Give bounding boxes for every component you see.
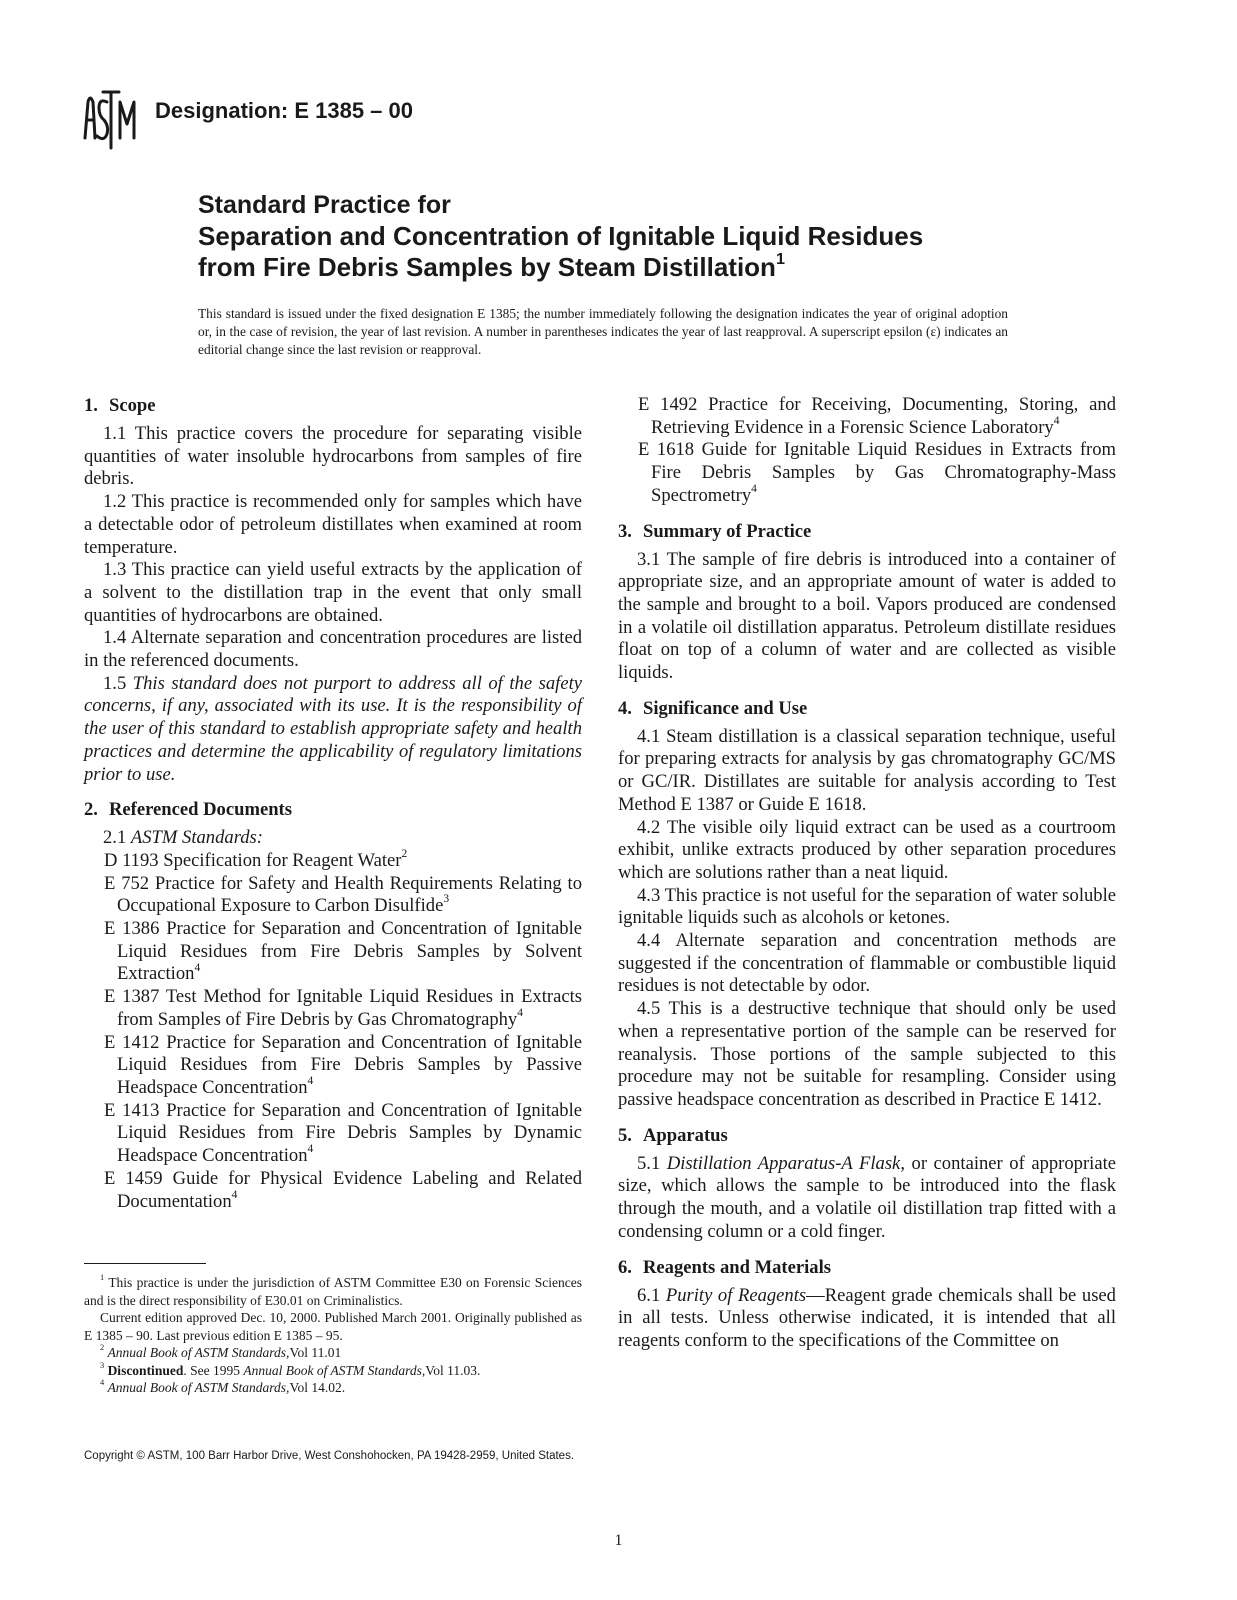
copyright-notice: Copyright © ASTM, 100 Barr Harbor Drive, West Conshohocken, PA 19428-2959, United States. xyxy=(84,1450,575,1462)
reference-item: E 1413 Practice for Separation and Concentration of Ignitable Liquid Residues from Fire Debris Samples by Dynamic Headspace Concentration$^4$ xyxy=(104,1099,582,1167)
section-heading-apparatus: 5. Apparatus xyxy=(618,1124,728,1146)
section-heading-scope: 1. Scope xyxy=(84,395,156,416)
paragraph-1-2: 1.2 This practice is recommended only for samples which have a detectable odor of petroleum distillates when examined at room temperature. xyxy=(84,491,582,558)
paragraph-4-5: 4.5 This is a destructive technique that should only be used when a representative portion of the sample can be reserved for reanalysis. Those portions of the sample subjected to this procedure may not be suitable for resampling. Consider using passive headspace concentration as described in Practice E 1412. xyxy=(618,998,1116,1110)
title-footnote-mark: 1 xyxy=(775,249,785,268)
page-number: 1 xyxy=(614,1532,623,1549)
paragraph-4-2: 4.2 The visible oily liquid extract can be used as a courtroom exhibit, unlike extracts produced by other separation procedures which are solutions rather than a neat liquid. xyxy=(618,816,1116,883)
paragraph-1-3: 1.3 This practice can yield useful extracts by the application of a solvent to the distillation trap in the event that only small quantities of hydrocarbons are obtained. xyxy=(84,559,582,626)
reference-item: E 1386 Practice for Separation and Concentration of Ignitable Liquid Residues from Fire Debris Samples by Solvent Extraction$^4$ xyxy=(104,918,582,985)
reference-item: D 1193 Specification for Reagent Water$^2$ xyxy=(104,848,408,871)
reference-item: E 1387 Test Method for Ignitable Liquid Residues in Extracts from Samples of Fire Debris by Gas Chromatography$^4$ xyxy=(104,986,582,1030)
left-column xyxy=(84,394,582,1213)
reference-item: E 752 Practice for Safety and Health Requirements Relating to Occupational Exposure to Carbon Disulfide$^3$ xyxy=(104,872,582,917)
paragraph-5-1: 5.1 Distillation Apparatus-A Flask, or container of appropriate size, which allows the sample to be introduced into the flask through the mouth, and a volatile oil distillation trap fitted with a condensing column or a cold finger. xyxy=(618,1152,1116,1242)
footnote-1-edition: Current edition approved Dec. 10, 2000. Published March 2001. Originally published as E 1385 – 90. Last previous edition E 1385 – 95. xyxy=(84,1310,582,1343)
section-heading-summary: 3. Summary of Practice xyxy=(618,520,812,542)
footnote-divider xyxy=(84,1263,206,1264)
footnotes xyxy=(84,1274,582,1397)
paragraph-4-3: 4.3 This practice is not useful for the separation of water soluble ignitable liquids such as alcohols or ketones. xyxy=(618,884,1116,929)
document-title xyxy=(198,190,1098,283)
footnote-1: $^1$ This practice is under the jurisdiction of ASTM Committee E30 on Forensic Sciences and is the direct responsibility of E30.01 on Criminalistics. xyxy=(84,1273,582,1308)
paragraph-2-1: 2.1 ASTM Standards: xyxy=(103,827,263,849)
paragraph-6-1: 6.1 Purity of Reagents—Reagent grade chemicals shall be used in all tests. Unless otherwise indicated, it is intended that all reagents conform to the specifications of the Committee on xyxy=(618,1284,1116,1351)
section-heading-reagents: 6. Reagents and Materials xyxy=(618,1256,831,1278)
paragraph-3-1: 3.1 The sample of fire debris is introduced into a container of appropriate size, and an appropriate amount of water is added to the sample and brought to a boil. Vapors produced are condensed in a volatile oil distillation apparatus. Petroleum distillate residues float on top of a column of water and are collected as visible liquids. xyxy=(618,548,1116,684)
reference-item: E 1492 Practice for Receiving, Documenting, Storing, and Retrieving Evidence in a Forensic Science Laboratory$^4$ xyxy=(638,394,1116,438)
reference-item: E 1412 Practice for Separation and Concentration of Ignitable Liquid Residues from Fire Debris Samples by Passive Headspace Concentration$^4$ xyxy=(104,1031,582,1098)
paragraph-4-4: 4.4 Alternate separation and concentration methods are suggested if the concentration of flammable or combustible liquid residues is not detectable by odor. xyxy=(618,930,1116,997)
astm-logo-icon xyxy=(82,88,140,150)
title-line-3: from Fire Debris Samples by Steam Distillation$^1$ xyxy=(198,249,785,282)
title-line-2: Separation and Concentration of Ignitable Liquid Residues xyxy=(198,221,924,251)
paragraph-4-1: 4.1 Steam distillation is a classical separation technique, useful for preparing extracts for analysis by gas chromatography GC/MS or GC/IR. Distillates are suitable for analysis according to Test Method E 1387 or Guide E 1618. xyxy=(618,725,1116,815)
section-heading-significance: 4. Significance and Use xyxy=(618,697,808,719)
title-line-1: Standard Practice for xyxy=(198,191,451,219)
section-heading-referenced-documents: 2. Referenced Documents xyxy=(84,799,292,821)
reference-item: E 1459 Guide for Physical Evidence Labeling and Related Documentation$^4$ xyxy=(104,1167,582,1212)
paragraph-1-5: 1.5 This standard does not purport to address all of the safety concerns, if any, associated with its use. It is the responsibility of the user of this standard to establish appropriate safety and health practices and determine the applicability of regulatory limitations prior to use. xyxy=(84,672,582,785)
paragraph-1-4: 1.4 Alternate separation and concentration procedures are listed in the referenced documents. xyxy=(84,627,582,672)
footnote-3: $^3$ Discontinued. See 1995 Annual Book of ASTM Standards,Vol 11.03. xyxy=(100,1360,481,1378)
designation: Designation: E 1385 – 00 xyxy=(155,98,413,123)
footnote-2: $^2$ Annual Book of ASTM Standards,Vol 11.01 xyxy=(100,1343,342,1360)
document-header xyxy=(82,88,782,150)
standard-notice: This standard is issued under the fixed designation E 1385; the number immediately following the designation indicates the year of original adoption or, in the case of revision, the year of last revision. A number in parentheses indicates the year of last reapproval. A superscript epsilon (ε) indicates an editorial change since the last revision or reapproval. xyxy=(198,306,1008,357)
paragraph-1-1: 1.1 This practice covers the procedure for separating visible quantities of water insoluble hydrocarbons from samples of fire debris. xyxy=(84,423,582,490)
reference-item: E 1618 Guide for Ignitable Liquid Residues in Extracts from Fire Debris Samples by Gas Chromatography-Mass Spectrometry$^4$ xyxy=(638,439,1116,506)
right-column xyxy=(618,394,1116,1353)
footnote-4: $^4$ Annual Book of ASTM Standards,Vol 14.02. xyxy=(100,1378,346,1395)
